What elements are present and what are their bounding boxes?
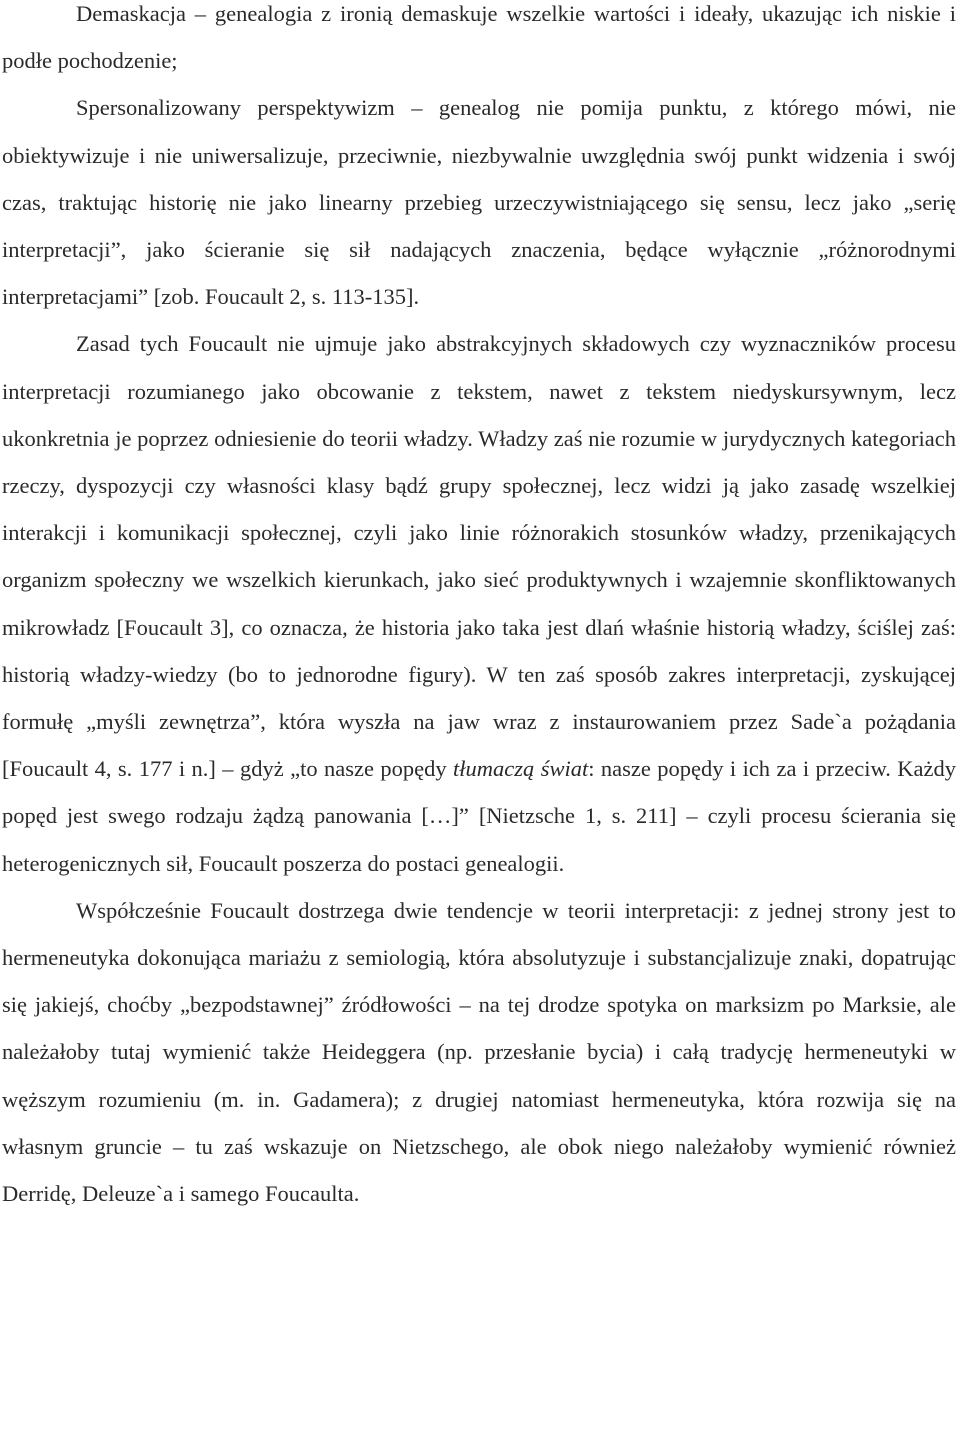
paragraph-wladza xyxy=(2,320,956,886)
italic-tlumacza: tłumaczą xyxy=(453,756,535,782)
paragraph-wladza-text-2: : nasze popędy i ich za i przeciw. Każdy popęd jest swego rodzaju żądzą panowania […]” [Nietzsche 1, s. 211] – czyli procesu ścierania się heterogenicznych sił, Foucault poszerza do postaci genealogii. xyxy=(2,756,957,876)
paragraph-wspolczesnie: Współcześnie Foucault dostrzega dwie tendencje w teorii interpretacji: z jednej strony jest to hermeneutyka dokonująca mariażu z semiologią, która absolutyzuje i substancjalizuje znaki, dopatrując się jakiejś, choćby „bezpodstawnej” źródłowości – na tej drodze spotyka on marksizm po Marksie, ale należałoby tutaj wymienić także Heideggera (np. przesłanie bycia) i całą tradycję hermeneutyki w węższym rozumieniu (m. in. Gadamera); z drugiej natomiast hermeneutyka, która rozwija się na własnym gruncie – tu zaś wskazuje on Nietzschego, ale obok niego należałoby wymienić również Derridę, Deleuze`a i samego Foucaulta. xyxy=(2,897,956,1207)
paragraph-wladza-text-1: Zasad tych Foucault nie ujmuje jako abstrakcyjnych składowych czy wyznaczników procesu interpretacji rozumianego jako obcowanie z tekstem, nawet z tekstem niedyskursywnym, lecz ukonkretnia je poprzez odniesienie do teorii władzy. Władzy zaś nie rozumie w jurydycznych kategoriach rzeczy, dyspozycji czy własności klasy bądź grupy społecznej, lecz widzi ją jako zasadę wszelkiej interakcji i komunikacji społecznej, czyli jako linie różnorakich stosunków władzy, przenikających organizm społeczny we wszelkich kierunkach, jako sieć produktywnych i wzajemnie skonfliktowanych mikrowładz [Foucault 3], co oznacza, że historia jako taka jest dlań właśnie historią władzy, ściślej zaś: historią władzy-wiedzy (bo to jednorodne figury). W ten zaś sposób zakres interpretacji, zyskującej formułę „myśli zewnętrza”, która wyszła na jaw wraz z instaurowaniem przez Sade`a pożądania [Foucault 4, s. 177 i n.] – gdyż „to nasze popędy xyxy=(2,331,956,782)
paragraph-demaskacja: Demaskacja – genealogia z ironią demaskuje wszelkie wartości i ideały, ukazując ich niskie i podłe pochodzenie; xyxy=(2,1,956,74)
italic-swiat: świat xyxy=(540,756,589,782)
paragraph-perspektywizm: Spersonalizowany perspektywizm – genealog nie pomija punktu, z którego mówi, nie obiektywizuje i nie uniwersalizuje, przeciwnie, niezbywalnie uwzględnia swój punkt widzenia i swój czas, traktując historię nie jako linearny przebieg urzeczywistniającego się sensu, lecz jako „serię interpretacji”, jako ścieranie się sił nadających znaczenia, będące wyłącznie „różnorodnymi interpretacjami” [zob. Foucault 2, s. 113-135]. xyxy=(2,95,956,310)
